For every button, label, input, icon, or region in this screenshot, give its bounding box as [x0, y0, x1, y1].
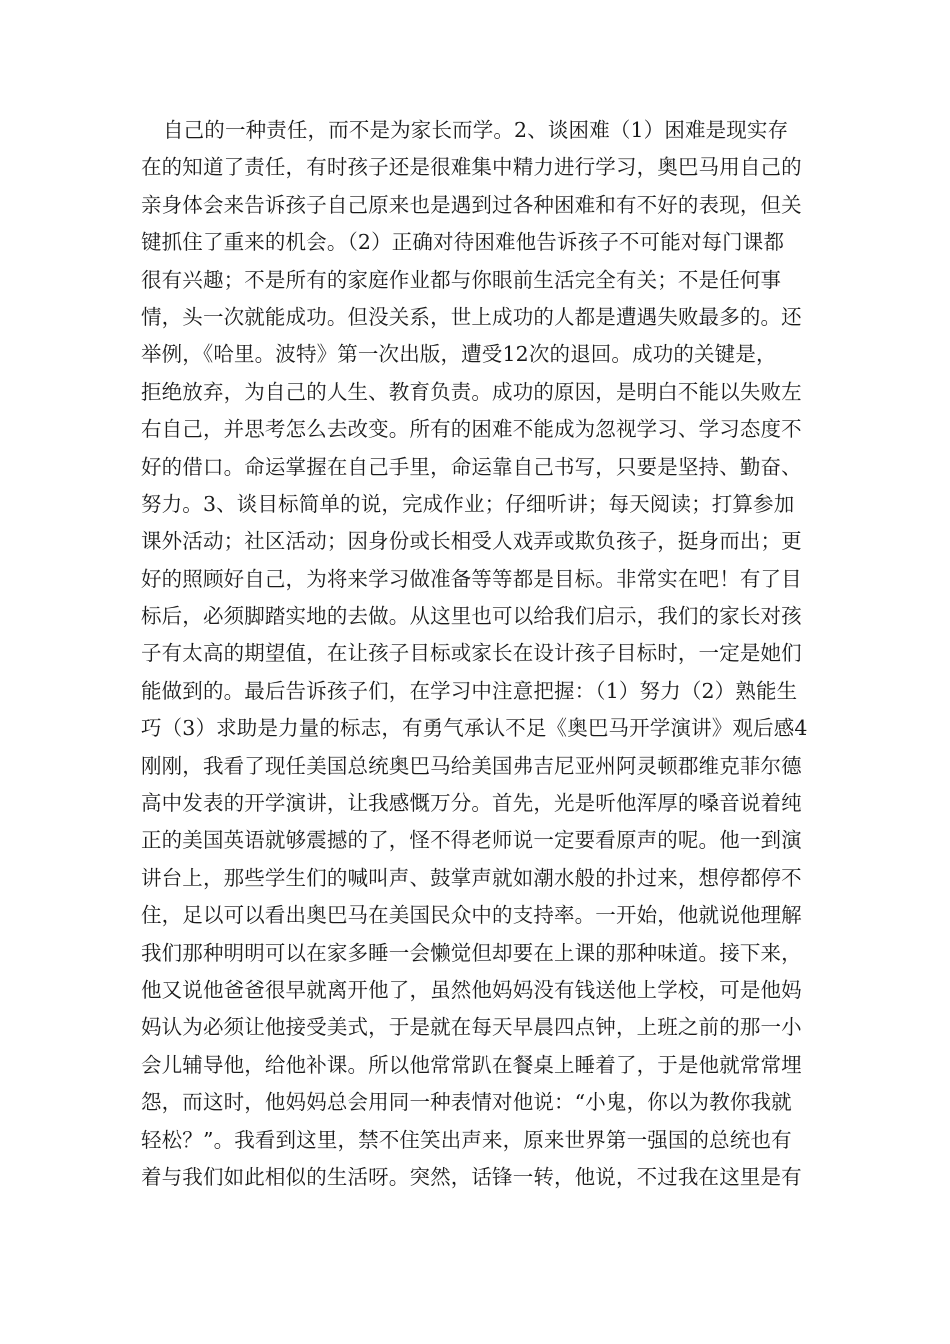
text-line: 在的知道了责任，有时孩子还是很难集中精力进行学习，奥巴马用自己的 [141, 155, 802, 180]
text-line: 住，足以可以看出奥巴马在美国民众中的支持率。一开始，他就说他理解 [141, 903, 802, 928]
text-line: 亲身体会来告诉孩子自己原来也是遇到过各种困难和有不好的表现，但关 [141, 192, 802, 217]
text-line: 好的借口。命运掌握在自己手里，命运靠自己书写，只要是坚持、勤奋、 [141, 454, 802, 479]
body-text [141, 112, 821, 1196]
text-line: 会儿辅导他，给他补课。所以他常常趴在餐桌上睡着了，于是他就常常埋 [141, 1052, 802, 1077]
text-line: 子有太高的期望值，在让孩子目标或家长在设计孩子目标时，一定是她们 [141, 641, 802, 666]
text-line: 巧（3）求助是力量的标志，有勇气承认不足《奥巴马开学演讲》观后感4 [141, 716, 808, 741]
text-line: 好的照顾好自己，为将来学习做准备等等都是目标。非常实在吧！有了目 [141, 566, 802, 591]
text-line: 高中发表的开学演讲，让我感慨万分。首先，光是听他浑厚的嗓音说着纯 [141, 791, 802, 816]
text-line: 标后，必须脚踏实地的去做。从这里也可以给我们启示，我们的家长对孩 [141, 604, 802, 629]
text-line: 情，头一次就能成功。但没关系，世上成功的人都是遭遇失败最多的。还 [141, 304, 802, 329]
text-line: 讲台上，那些学生们的喊叫声、鼓掌声就如潮水般的扑过来，想停都停不 [141, 865, 802, 890]
text-line: 我们那种明明可以在家多睡一会懒觉但却要在上课的那种味道。接下来， [141, 940, 802, 965]
text-line: 努力。3、谈目标简单的说，完成作业；仔细听讲；每天阅读；打算参加 [141, 491, 795, 516]
text-line: 举例，《哈里。波特》第一次出版，遭受12次的退回。成功的关键是， [141, 342, 777, 367]
text-line: 拒绝放弃，为自己的人生、教育负责。成功的原因，是明白不能以失败左 [141, 379, 802, 404]
text-line: 怨，而这时，他妈妈总会用同一种表情对他说：“小鬼，你以为教你我就 [141, 1090, 792, 1115]
text-line: 着与我们如此相似的生活呀。突然，话锋一转，他说，不过我在这里是有 [141, 1164, 802, 1189]
text-line: 刚刚，我看了现任美国总统奥巴马给美国弗吉尼亚州阿灵顿郡维克菲尔德 [141, 753, 802, 778]
text-line: 能做到的。最后告诉孩子们，在学习中注意把握：（1）努力（2）熟能生 [141, 678, 798, 703]
text-line: 很有兴趣；不是所有的家庭作业都与你眼前生活完全有关；不是任何事 [141, 267, 782, 292]
text-line: 键抓住了重来的机会。（2）正确对待困难他告诉孩子不可能对每门课都 [141, 230, 785, 255]
text-line: 自己的一种责任，而不是为家长而学。2、谈困难（1）困难是现实存 [163, 118, 789, 142]
text-line: 轻松？”。我看到这里，禁不住笑出声来，原来世界第一强国的总统也有 [141, 1127, 792, 1152]
text-line: 右自己，并思考怎么去改变。所有的困难不能成为忽视学习、学习态度不 [141, 417, 802, 442]
text-line: 正的美国英语就够震撼的了，怪不得老师说一定要看原声的呢。他一到演 [141, 828, 802, 853]
text-line: 妈认为必须让他接受美式，于是就在每天早晨四点钟，上班之前的那一小 [141, 1015, 802, 1040]
text-line: 他又说他爸爸很早就离开他了，虽然他妈妈没有钱送他上学校，可是他妈 [141, 977, 802, 1002]
text-line: 课外活动；社区活动；因身份或长相受人戏弄或欺负孩子，挺身而出；更 [141, 529, 802, 554]
